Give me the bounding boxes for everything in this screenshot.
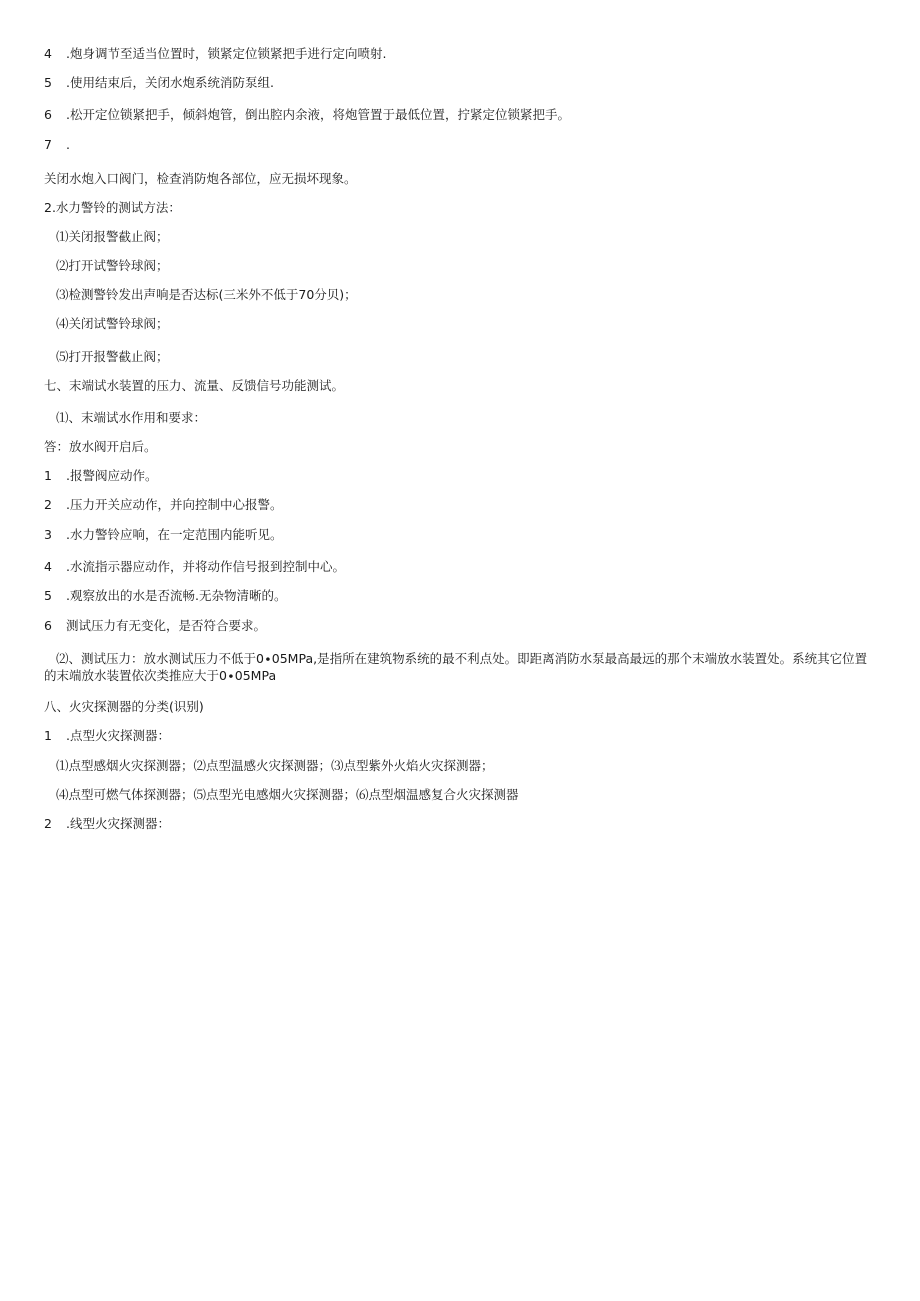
paragraph: 答：放水阀开启后。 [44,439,157,454]
list-item [44,527,282,543]
item-number: 5 [44,75,52,90]
item-text: .线型火灾探测器： [66,816,170,831]
item-text: .使用结束后，关闭水炮系统消防泵组. [66,75,274,90]
list-item: ⑴点型感烟火灾探测器；⑵点型温感火灾探测器；⑶点型紫外火焰火灾探测器； [56,758,494,773]
item-text: . [66,137,70,152]
list-item: ⑷点型可燃气体探测器；⑸点型光电感烟火灾探测器；⑹点型烟温感复合火灾探测器 [56,787,519,802]
paragraph: 关闭水炮入口阀门，检查消防炮各部位，应无损坏现象。 [44,171,357,186]
item-number: 7 [44,137,52,152]
list-item: ⑸打开报警截止阀； [56,349,169,364]
item-text: .水力警铃应响，在一定范围内能听见。 [66,527,283,542]
list-item: ⑵打开试警铃球阀； [56,258,169,273]
item-text: .水流指示器应动作，并将动作信号报到控制中心。 [66,559,345,574]
item-text: .压力开关应动作，并向控制中心报警。 [66,497,283,512]
list-item [44,46,386,62]
item-number: 6 [44,618,52,633]
list-item [44,559,345,575]
list-item [44,75,274,91]
item-number: 3 [44,527,52,542]
item-number: 4 [44,46,52,61]
list-item: ⑷关闭试警铃球阀； [56,316,169,331]
item-text: .点型火灾探测器： [66,728,170,743]
list-item [44,468,157,484]
list-item [44,816,170,832]
list-item [44,618,266,634]
list-item [44,107,570,123]
item-number: 1 [44,728,52,743]
paragraph [44,650,874,684]
item-number: 6 [44,107,52,122]
list-item [44,137,70,153]
section-heading: 七、末端试水装置的压力、流量、反馈信号功能测试。 [44,378,345,393]
section-heading: 八、火灾探测器的分类(识别) [44,699,204,714]
list-item: ⑶检测警铃发出声响是否达标(三米外不低于70分贝)； [56,287,357,302]
item-text: .炮身调节至适当位置时，锁紧定位锁紧把手进行定向喷射. [66,46,387,61]
item-text: .松开定位锁紧把手，倾斜炮管，倒出腔内余液，将炮管置于最低位置，拧紧定位锁紧把手。 [66,107,570,122]
item-text: .观察放出的水是否流畅.无杂物清晰的。 [66,588,287,603]
item-number: 2 [44,816,52,831]
item-number: 4 [44,559,52,574]
list-item [44,588,286,604]
item-text: .报警阀应动作。 [66,468,158,483]
section-heading: 2.水力警铃的测试方法： [44,200,181,215]
item-number: 5 [44,588,52,603]
paragraph-text: ⑵、测试压力：放水测试压力不低于0∙05MPa,是指所在建筑物系统的最不利点处。即距离消防水泵最高最远的那个末端放水装置处。系统其它位置的末端放水装置依次类推应大于0∙05MPa [44,651,868,683]
subsection-heading: ⑴、末端试水作用和要求： [56,410,207,425]
item-number: 1 [44,468,52,483]
item-number: 2 [44,497,52,512]
item-text: 测试压力有无变化，是否符合要求。 [66,618,267,633]
list-item: ⑴关闭报警截止阀； [56,229,169,244]
list-item [44,728,170,744]
list-item [44,497,282,513]
